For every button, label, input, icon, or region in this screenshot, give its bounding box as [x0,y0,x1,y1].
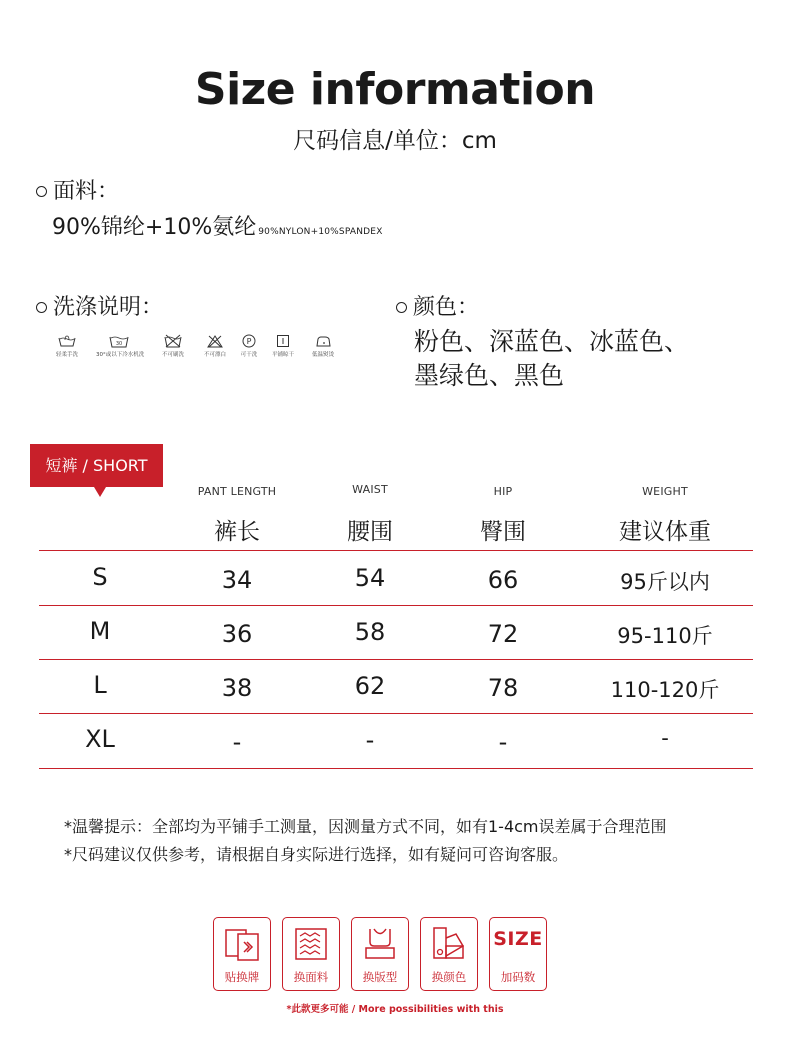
table-cell-length: 36 [221,620,253,648]
care-caption: 轻柔手洗 [55,352,78,358]
flat-dry-icon [276,334,290,348]
fabric-section-heading [36,174,119,205]
feature-fabric [282,917,340,991]
care-item [96,334,145,358]
table-cell-hip: 72 [487,620,519,648]
feature-swap-tag [213,917,271,991]
size-label: M [89,617,111,645]
care-caption: 平铺晾干 [271,352,294,358]
table-cell-waist: 58 [354,618,386,646]
column-header-en: PANT LENGTH [197,485,277,498]
care-caption: 不可漂白 [203,352,226,358]
care-item [44,334,90,358]
fabric-icon [291,924,331,964]
column-header-cn: 裤长 [214,519,260,545]
page-title: Size information [194,64,596,115]
color-swatch-icon [429,924,469,964]
table-cell-weight: 110-120斤 [610,678,720,702]
table-cell-length: - [232,728,242,756]
bullet-circle-icon [36,302,47,313]
table-divider [39,768,753,769]
category-tag: 短裤 / SHORT [30,444,163,487]
column-header-en: HIP [493,485,513,498]
feature-label: 换面料 [293,970,329,984]
table-cell-hip: 66 [487,566,519,594]
color-list [414,325,689,393]
dry-clean-p-icon [242,334,256,348]
note-line: *温馨提示：全部均为平铺手工测量，因测量方式不同，如有1-4cm误差属于合理范围 [64,817,667,836]
bullet-circle-icon [396,302,407,313]
table-cell-hip: - [498,728,508,756]
color-list-line: 墨绿色、黑色 [414,361,565,390]
machine-wash-30-icon [109,334,129,348]
table-divider [39,713,753,714]
tag-pointer [94,487,106,497]
table-divider [39,659,753,660]
table-cell-weight: - [661,726,669,750]
table-cell-waist: - [365,726,375,754]
size-icon: SIZE [493,928,543,950]
fabric-composition-line [52,210,383,241]
feature-label: 贴换牌 [224,970,260,984]
column-header-cn: 臀围 [480,519,526,545]
care-item [150,334,196,358]
care-caption: 不可刷洗 [161,352,184,358]
hand-wash-icon [58,334,76,348]
feature-label: 换颜色 [431,970,467,984]
fabric-composition-en: 90%NYLON+10%SPANDEX [258,227,383,237]
table-cell-waist: 62 [354,672,386,700]
care-caption: 可干洗 [240,352,258,358]
fabric-label: 面料： [53,179,120,204]
fabric-composition: 90%锦纶+10%氨纶 [52,215,257,240]
size-label: XL [85,725,115,753]
note-line: *尺码建议仅供参考，请根据自身实际进行选择，如有疑问可咨询客服。 [64,845,569,864]
table-cell-length: 38 [221,674,253,702]
column-header-cn: 建议体重 [619,519,711,545]
table-cell-weight: 95-110斤 [617,624,713,648]
feature-color [420,917,478,991]
svg-text:P: P [246,337,252,346]
bullet-circle-icon [36,186,47,197]
column-header-en: WAIST [352,483,388,496]
low-iron-icon [315,334,331,348]
care-label: 洗涤说明： [53,295,164,320]
page-subtitle: 尺码信息/单位：cm [293,128,497,154]
size-label: L [93,671,107,699]
table-cell-weight: 95斤以内 [620,570,710,594]
feature-label: 换版型 [362,970,398,984]
care-section-heading [36,290,163,321]
care-item [300,334,346,358]
no-bleach-icon [207,334,223,348]
feature-size [489,917,547,991]
feature-garment [351,917,409,991]
table-cell-length: 34 [221,566,253,594]
column-header-cn: 腰围 [347,519,393,545]
table-divider [39,605,753,606]
color-label: 颜色： [413,295,480,320]
care-caption: 低温熨烫 [311,352,334,358]
footer-note: *此款更多可能 / More possibilities with this [286,1004,504,1015]
swap-tag-icon [222,924,262,964]
feature-label: 加码数 [500,970,536,984]
table-cell-hip: 78 [487,674,519,702]
care-caption: 30°或以下冷水机洗 [96,352,145,358]
column-header-en: WEIGHT [642,485,688,498]
no-dry-clean-icon [164,334,182,348]
table-divider [39,550,753,551]
color-section-heading [396,290,479,321]
garment-icon [360,924,400,964]
size-label: S [92,563,108,591]
table-cell-waist: 54 [354,564,386,592]
color-list-line: 粉色、深蓝色、冰蓝色、 [414,327,690,356]
svg-text:30: 30 [115,341,123,347]
